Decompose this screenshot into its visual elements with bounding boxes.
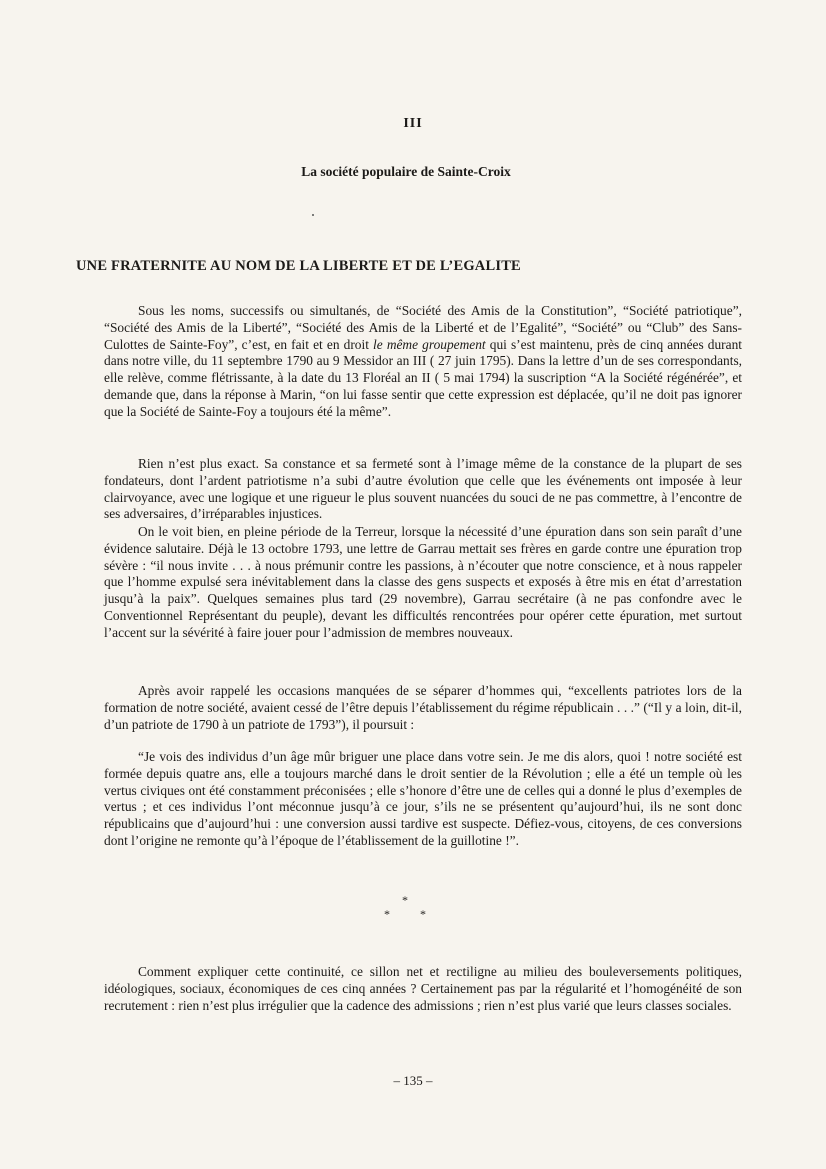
asterism-star: * bbox=[402, 893, 408, 907]
page-number: – 135 – bbox=[393, 1073, 433, 1088]
chapter-title: La société populaire de Sainte-Croix bbox=[301, 164, 511, 179]
paragraph-6: Comment expliquer cette continuité, ce sillon net et rectiligne au milieu des bouleversements politiques, idéologiques, sociaux, économiques de ces cinq années ? Certainement pas par la régularité et l’homogénéité de son recrutement : rien n’est plus irrégulier que la cadence des admissions ; rien n’est plus varié que leurs classes sociales. bbox=[104, 964, 742, 1013]
chapter-number: III bbox=[403, 116, 423, 131]
paragraph-4: Après avoir rappelé les occasions manquées de se séparer d’hommes qui, “excellents patriotes lors de la formation de notre société, avaient cessé de l’être depuis l’établissement du régime républicain . . .” (“Il y a loin, dit-il, d’un patriote de 1790 à un patriote de 1793”), il poursuit : bbox=[104, 683, 742, 732]
paragraph-3: On le voit bien, en pleine période de la Terreur, lorsque la nécessité d’une épuration dans son sein paraît d’une évidence salutaire. Déjà le 13 octobre 1793, une lettre de Garrau mettait ses frères en garde contre une épuration trop sévère : “il nous invite . . . à nous prémunir contre les passions, à n’écouter que notre conscience, et à nous rappeler que l’homme expulsé sera inévitablement dans la classe des gens suspects et exposés à être mis en état d’arrestation jusqu’à la paix”. Quelques semaines plus tard (29 novembre), Garrau secrétaire (à ne pas confondre avec le Conventionnel Représentant du peuple), devant les difficultés rencontrées pour opérer cette épuration, met surtout l’accent sur la sévérité à faire jouer pour l’admission de membres nouveaux. bbox=[104, 524, 742, 640]
print-speck bbox=[312, 214, 314, 216]
quotation-paragraph: “Je vois des individus d’un âge mûr briguer une place dans votre sein. Je me dis alors, quoi ! notre société est formée depuis quatre ans, elle a toujours marché dans le droit sentier de la Révolution ; elle a été un temple où les vertus civiques ont été constamment préconisées ; elle s’honore d’être une de celles qui a donné le plus d’exemples de vertus ; et ces individus l’ont méconnue jusqu’à ce jour, s’ils ne se présentent qu’aujourd’hui, ils ne sont donc républicains que d’aujourd’hui : une conversion aussi tardive est suspecte. Défiez-vous, citoyens, de ces conversions dont l’origine ne remonte qu’à l’époque de l’établissement de la guillotine !”. bbox=[104, 749, 742, 848]
paragraph-1-text-a: Sous les noms, successifs ou simultanés, de “Société des Amis de la Constitution”, “Société patriotique”, “Société des Amis de la Liberté”, “Société des Amis de la Liberté et de l’Egalité”, “Société” ou “Club” des Sans-Culottes de Sainte-Foy”, c’est, en fait et en droit bbox=[104, 303, 742, 352]
asterism-divider bbox=[370, 894, 450, 926]
section-heading: UNE FRATERNITE AU NOM DE LA LIBERTE ET DE L’EGALITE bbox=[76, 258, 521, 274]
asterism-star: * bbox=[420, 907, 426, 921]
paragraph-1 bbox=[104, 303, 742, 421]
paragraph-2: Rien n’est plus exact. Sa constance et sa fermeté sont à l’image même de la constance de la plupart de ses fondateurs, dont l’ardent patriotisme n’a subi d’autre évolution que celle que les événements ont imposée à leur clairvoyance, avec une logique et une rigueur le plus souvent nuancées du souci de ne pas commettre, à l’encontre de ses adversaires, d’irréparables injustices. bbox=[104, 456, 742, 522]
paragraph-1-emphasis: le même groupement bbox=[373, 336, 486, 352]
paragraph-1-text-b: qui s’est maintenu, près de cinq années durant dans notre ville, du 11 septembre 1790 au 9 Messidor an III ( 27 juin 1795). Dans la lettre d’un de ses correspondants, elle relève, comme flétrissante, à la date du 13 Floréal an II ( 5 mai 1794) la suscription “A la Société régénérée”, et demande que, dans la réponse à Marin, “on lui fasse sentir que cette expression est déplacée, qu’il ne doit pas ignorer que la Société de Sainte-Foy a toujours été la même”. bbox=[104, 336, 743, 419]
asterism-star: * bbox=[384, 907, 390, 921]
